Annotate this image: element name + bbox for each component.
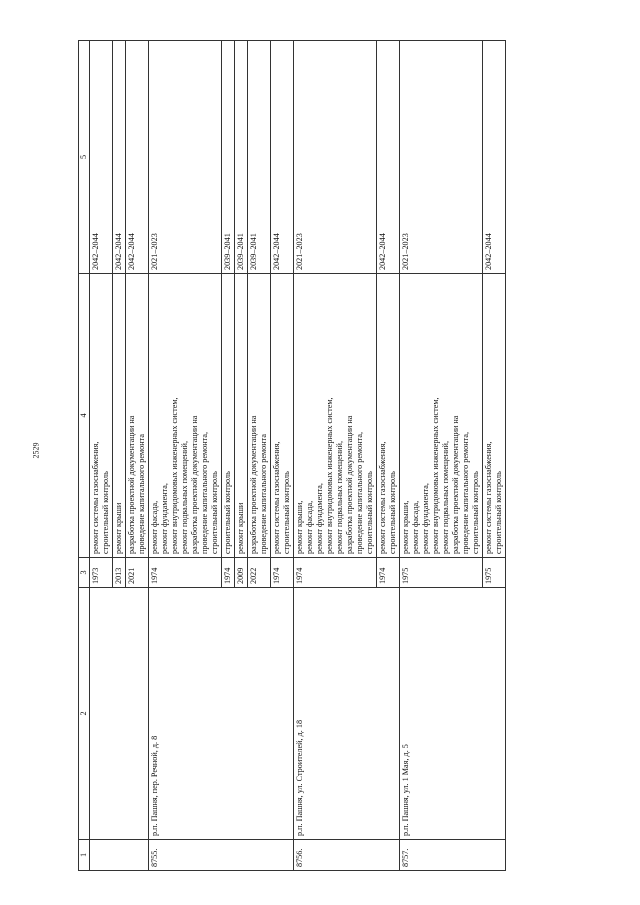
period-cell: 2039–2041: [235, 41, 248, 274]
address-cell: [90, 588, 149, 840]
period-cell: 2039–2041: [222, 41, 235, 274]
year-cell: 1974: [377, 558, 400, 588]
header-col-4: 4: [79, 274, 90, 558]
work-type-cell: ремонт системы газоснабжения, строительный контроль: [271, 274, 294, 558]
table-row: [400, 41, 483, 871]
period-cell: 2042–2044: [90, 41, 113, 274]
period-cell: 2042–2044: [483, 41, 506, 274]
address-cell: р.п. Пашня, пер. Речной, д. 8: [149, 588, 294, 840]
page-number: 2529: [31, 442, 41, 459]
header-col-5: 5: [79, 41, 90, 274]
address-cell: р.п. Пашня, ул. 1 Мая, д. 5: [400, 588, 506, 840]
period-cell: 2042–2044: [271, 41, 294, 274]
work-type-cell: ремонт системы газоснабжения, строительный контроль: [483, 274, 506, 558]
year-cell: 1973: [90, 558, 113, 588]
work-type-cell: ремонт системы газоснабжения, строительный контроль: [377, 274, 400, 558]
period-cell: 2039–2041: [248, 41, 271, 274]
capital-repair-table: [78, 40, 506, 871]
row-number-cell: 8756.: [294, 840, 400, 871]
work-type-cell: ремонт крыши, ремонт фасада, ремонт фундамента, ремонт внутридомовых инженерных систем, ремонт подвальных помещений, разработка проектной документации на проведение капитального ремонта, строительный контроль: [400, 274, 483, 558]
year-cell: 2013: [113, 558, 126, 588]
year-cell: 2009: [235, 558, 248, 588]
period-cell: 2042–2044: [126, 41, 149, 274]
header-col-2: 2: [79, 588, 90, 840]
year-cell: 1974: [222, 558, 235, 588]
header-col-1: 1: [79, 840, 90, 871]
year-cell: 1974: [271, 558, 294, 588]
work-type-cell: ремонт крыши: [235, 274, 248, 558]
row-number-cell: 8755.: [149, 840, 294, 871]
capital-repair-table-sheet: [78, 41, 566, 871]
header-row: [79, 41, 90, 871]
work-type-cell: ремонт крыши: [113, 274, 126, 558]
year-cell: 2021: [126, 558, 149, 588]
rotated-page-area: [78, 41, 566, 871]
period-cell: 2021–2023: [400, 41, 483, 274]
work-type-cell: строительный контроль: [222, 274, 235, 558]
year-cell: 1974: [294, 558, 377, 588]
table-row: [149, 41, 222, 871]
address-cell: р.п. Пашня, ул. Строителей, д. 18: [294, 588, 400, 840]
work-type-cell: ремонт фасада, ремонт фундамента, ремонт внутридомовых инженерных систем, ремонт подвальных помещений, разработка проектной документации на проведение капитального ремонта, строительный контроль: [149, 274, 222, 558]
year-cell: 1975: [483, 558, 506, 588]
work-type-cell: разработка проектной документации на проведение капитального ремонта: [248, 274, 271, 558]
table-row: [90, 41, 113, 871]
year-cell: 1974: [149, 558, 222, 588]
period-cell: 2042–2044: [113, 41, 126, 274]
work-type-cell: разработка проектной документации на проведение капитального ремонта: [126, 274, 149, 558]
header-col-3: 3: [79, 558, 90, 588]
period-cell: 2021–2023: [294, 41, 377, 274]
row-number-cell: 8757.: [400, 840, 506, 871]
year-cell: 2022: [248, 558, 271, 588]
work-type-cell: ремонт системы газоснабжения, строительный контроль: [90, 274, 113, 558]
period-cell: 2042–2044: [377, 41, 400, 274]
row-number-cell: [90, 840, 149, 871]
period-cell: 2021–2023: [149, 41, 222, 274]
table-body: [90, 41, 506, 871]
year-cell: 1975: [400, 558, 483, 588]
work-type-cell: ремонт крыши, ремонт фасада, ремонт фундамента, ремонт внутридомовых инженерных систем, ремонт подвальных помещений, разработка проектной документации на проведение капитального ремонта, строительный контроль: [294, 274, 377, 558]
table-row: [294, 41, 377, 871]
